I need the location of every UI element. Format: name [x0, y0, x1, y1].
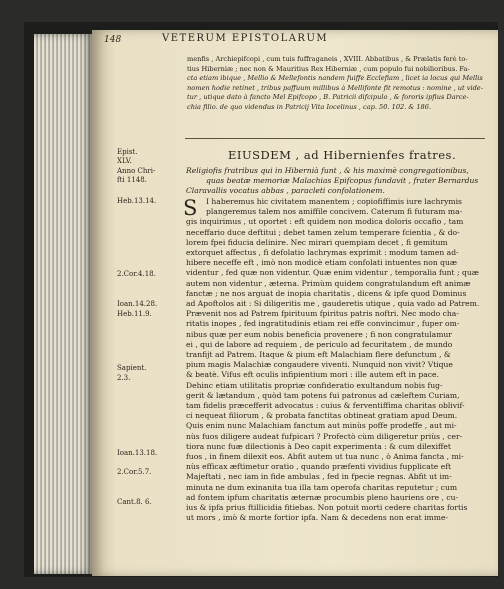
body-line: neceffario duce deftitui ; debet tamen zelum temperare fcientia , & do- [186, 227, 460, 237]
body-line: Dehinc etiam utilitatis propriæ confideratio exultandum nobis fug- [186, 380, 443, 390]
body-line: nùs fuos diligere audeat fufpicari ? Profectò cùm diligeretur priùs , cer- [186, 431, 463, 441]
top-text-line: chia filio. de quo videndus in Patricij Vita Iocelinus , cap. 50. 102. & 186. [187, 103, 432, 111]
body-line: Quis enim nunc Malachiam fanctum aut minùs poffe prodeffe , aut mi- [186, 421, 457, 431]
margin-note: fti 1148. [117, 176, 147, 184]
body-line: hibere neceffe eft , imò non modicè etiam confolati intuentes non quæ [186, 258, 458, 268]
drop-cap: S [183, 196, 198, 220]
body-line: pium magis Malachiæ congaudere viventi. Nunquid non vivit? Vtique [186, 360, 453, 370]
body-line: ritatis inopes , fed ingratitudinis etiam rei effe convincimur , fuper om- [186, 319, 460, 329]
body-line: ci nequeat filiorum , & probata fanctitas obtineat gratiam apud Deum. [186, 411, 458, 421]
body-line: lorem fpei fiducia delinire. Nec mirari quempiam decet , fi gemitum [186, 237, 448, 247]
body-line: gerit & lætandum , quòd tam potens fui patronus ad cæleftem Curiam, [186, 390, 460, 400]
body-line: fuos , in finem dilexit eos. Abfit autem ut tua nunc , ò Anima fancta , mi- [186, 452, 464, 461]
body-line: tiora nunc fuæ dilectionis à Deo capit experimenta : & cum dilexiffet [186, 441, 451, 451]
body-line: nibus quæ per eum nobis beneficia provenere ; fi non congratulamur [186, 329, 452, 339]
top-text-line: tius Hiberniæ ; nec non & Mauritius Rex Hiberniæ , cum populo fui nobilioribus. Fa- [187, 64, 470, 73]
margin-note: Sapient. [117, 364, 147, 372]
margin-note: Anno Chri- [117, 167, 156, 175]
body-line: ad fontem ipfum charitatis æternæ procumbis pleno hauriens ore , cu- [186, 492, 459, 502]
margin-note: Cant.8. 6. [117, 498, 152, 506]
body-line: ius & ipfa prius ftillicidia fitiebas. Non potuit morti cedere charitas fortis [186, 503, 468, 512]
body-line: Majeftati , nec iam in fide ambulas , fed in fpecie regnas. Abfit ut im- [186, 472, 452, 482]
top-text-line: tur , utique dato à fancto Mel Epifcopo , B. Patricii difcipulo , & fororis ipfius Darce- [187, 93, 469, 102]
margin-note: Ioan.13.18. [117, 449, 158, 457]
body-line: plangeremus talem nos amiffile concivem. Caterum fi futuram ma- [206, 207, 463, 217]
body-line: fanctæ ; ne nos arguat de inopia charitatis , dicens & ipfe quod Dominus [186, 288, 467, 298]
salutation-line: Claravallis vocatus abbas , paracleti confolationem. [186, 186, 385, 195]
margin-note: Ioan.14.28. [117, 300, 158, 308]
body-line: autem non videntur , æterna. Primùm quidem congratulandum eft animæ [186, 278, 471, 288]
body-line: ei , qui de labore ad requiem , de periculo ad fecuritatem , de mundo [186, 339, 453, 349]
letter-heading: EIUSDEM , ad Hibernienfes fratres. [228, 148, 457, 162]
body-line: gis inquirimus , ut oportet : eft quidem non modica doloris occafio , tam [186, 217, 464, 227]
body-line: videntur , fed quæ non videntur. Quæ enim videntur , temporalia funt ; quæ [186, 268, 479, 278]
body-line: tam fidelis præcefferit advocatus : cuius & ferventiffima charitas oblivif- [186, 401, 465, 410]
margin-note: Heb.13.14. [117, 197, 157, 205]
page-edges [34, 34, 94, 574]
margin-note: XLV. [117, 157, 132, 165]
body-line: ut mors , imò & morte fortior ipfa. Nam & decedens non erat imme- [186, 513, 449, 523]
margin-note: 2.Cor.5.7. [117, 468, 152, 476]
running-head: VETERUM EPISTOLARUM [162, 33, 329, 44]
body-line: tranfijt ad Patrem. Itaque & pium eft Malachiam flere defunctum , & [186, 350, 451, 359]
margin-note: Epist. [117, 148, 138, 156]
salutation-line: quas beatæ memoriæ Malachias Epifcopus fundavit , frater Bernardus [206, 176, 479, 185]
background-corner [484, 0, 504, 20]
margin-note: 2.3. [117, 374, 131, 382]
top-text-line: menfis , Archiepifcopi , cum tuis fuffraganeis , XVIII. Abbatibus , & Prælatis ferè to- [187, 55, 468, 63]
page-number: 148 [104, 35, 122, 45]
margin-note: 2.Cor.4.18. [117, 270, 156, 278]
top-text-line: nomen hodie retinet , tribus paffuum millibus à Mellifonte fit remotus : nomine , ut vide- [187, 83, 483, 92]
body-line: nùs efficax æftimetur oratio , quando præfenti vividius fupplicate eft [186, 462, 452, 472]
margin-note: Heb.11.9. [117, 310, 152, 318]
top-text-line: cta etiam ibique , Mellio & Mellefontis nandem fuiffe Ecclefiam , licet ia locus qui Mellis [187, 74, 483, 83]
divider-rule [185, 138, 485, 139]
body-line: & beatè. Vifus eft oculis infipientium mori : ille autem eft in pace. [186, 370, 439, 380]
body-line: minuta ne dum exinanita tua illa tam operofa charitas reputetur ; cum [186, 482, 458, 492]
body-line: Prævenit nos ad Patrem fpirituum fpiritus patris noftri. Nec modo cha- [186, 309, 459, 319]
body-line: I haberemus hic civitatem manentem ; copiofiffimis iure lachrymis [206, 197, 462, 206]
salutation-line: Religiofis fratribus qui in Hibernià funt , & his maximè congregationibus, [186, 166, 469, 175]
body-line: extorquet affectus , fi defolatio lachrymas exprimit : modum tamen ad- [186, 248, 459, 257]
body-line: ad Apoftolos ait : Si diligeritis me , gauderetis utique , quia vado ad Patrem. [186, 299, 480, 308]
